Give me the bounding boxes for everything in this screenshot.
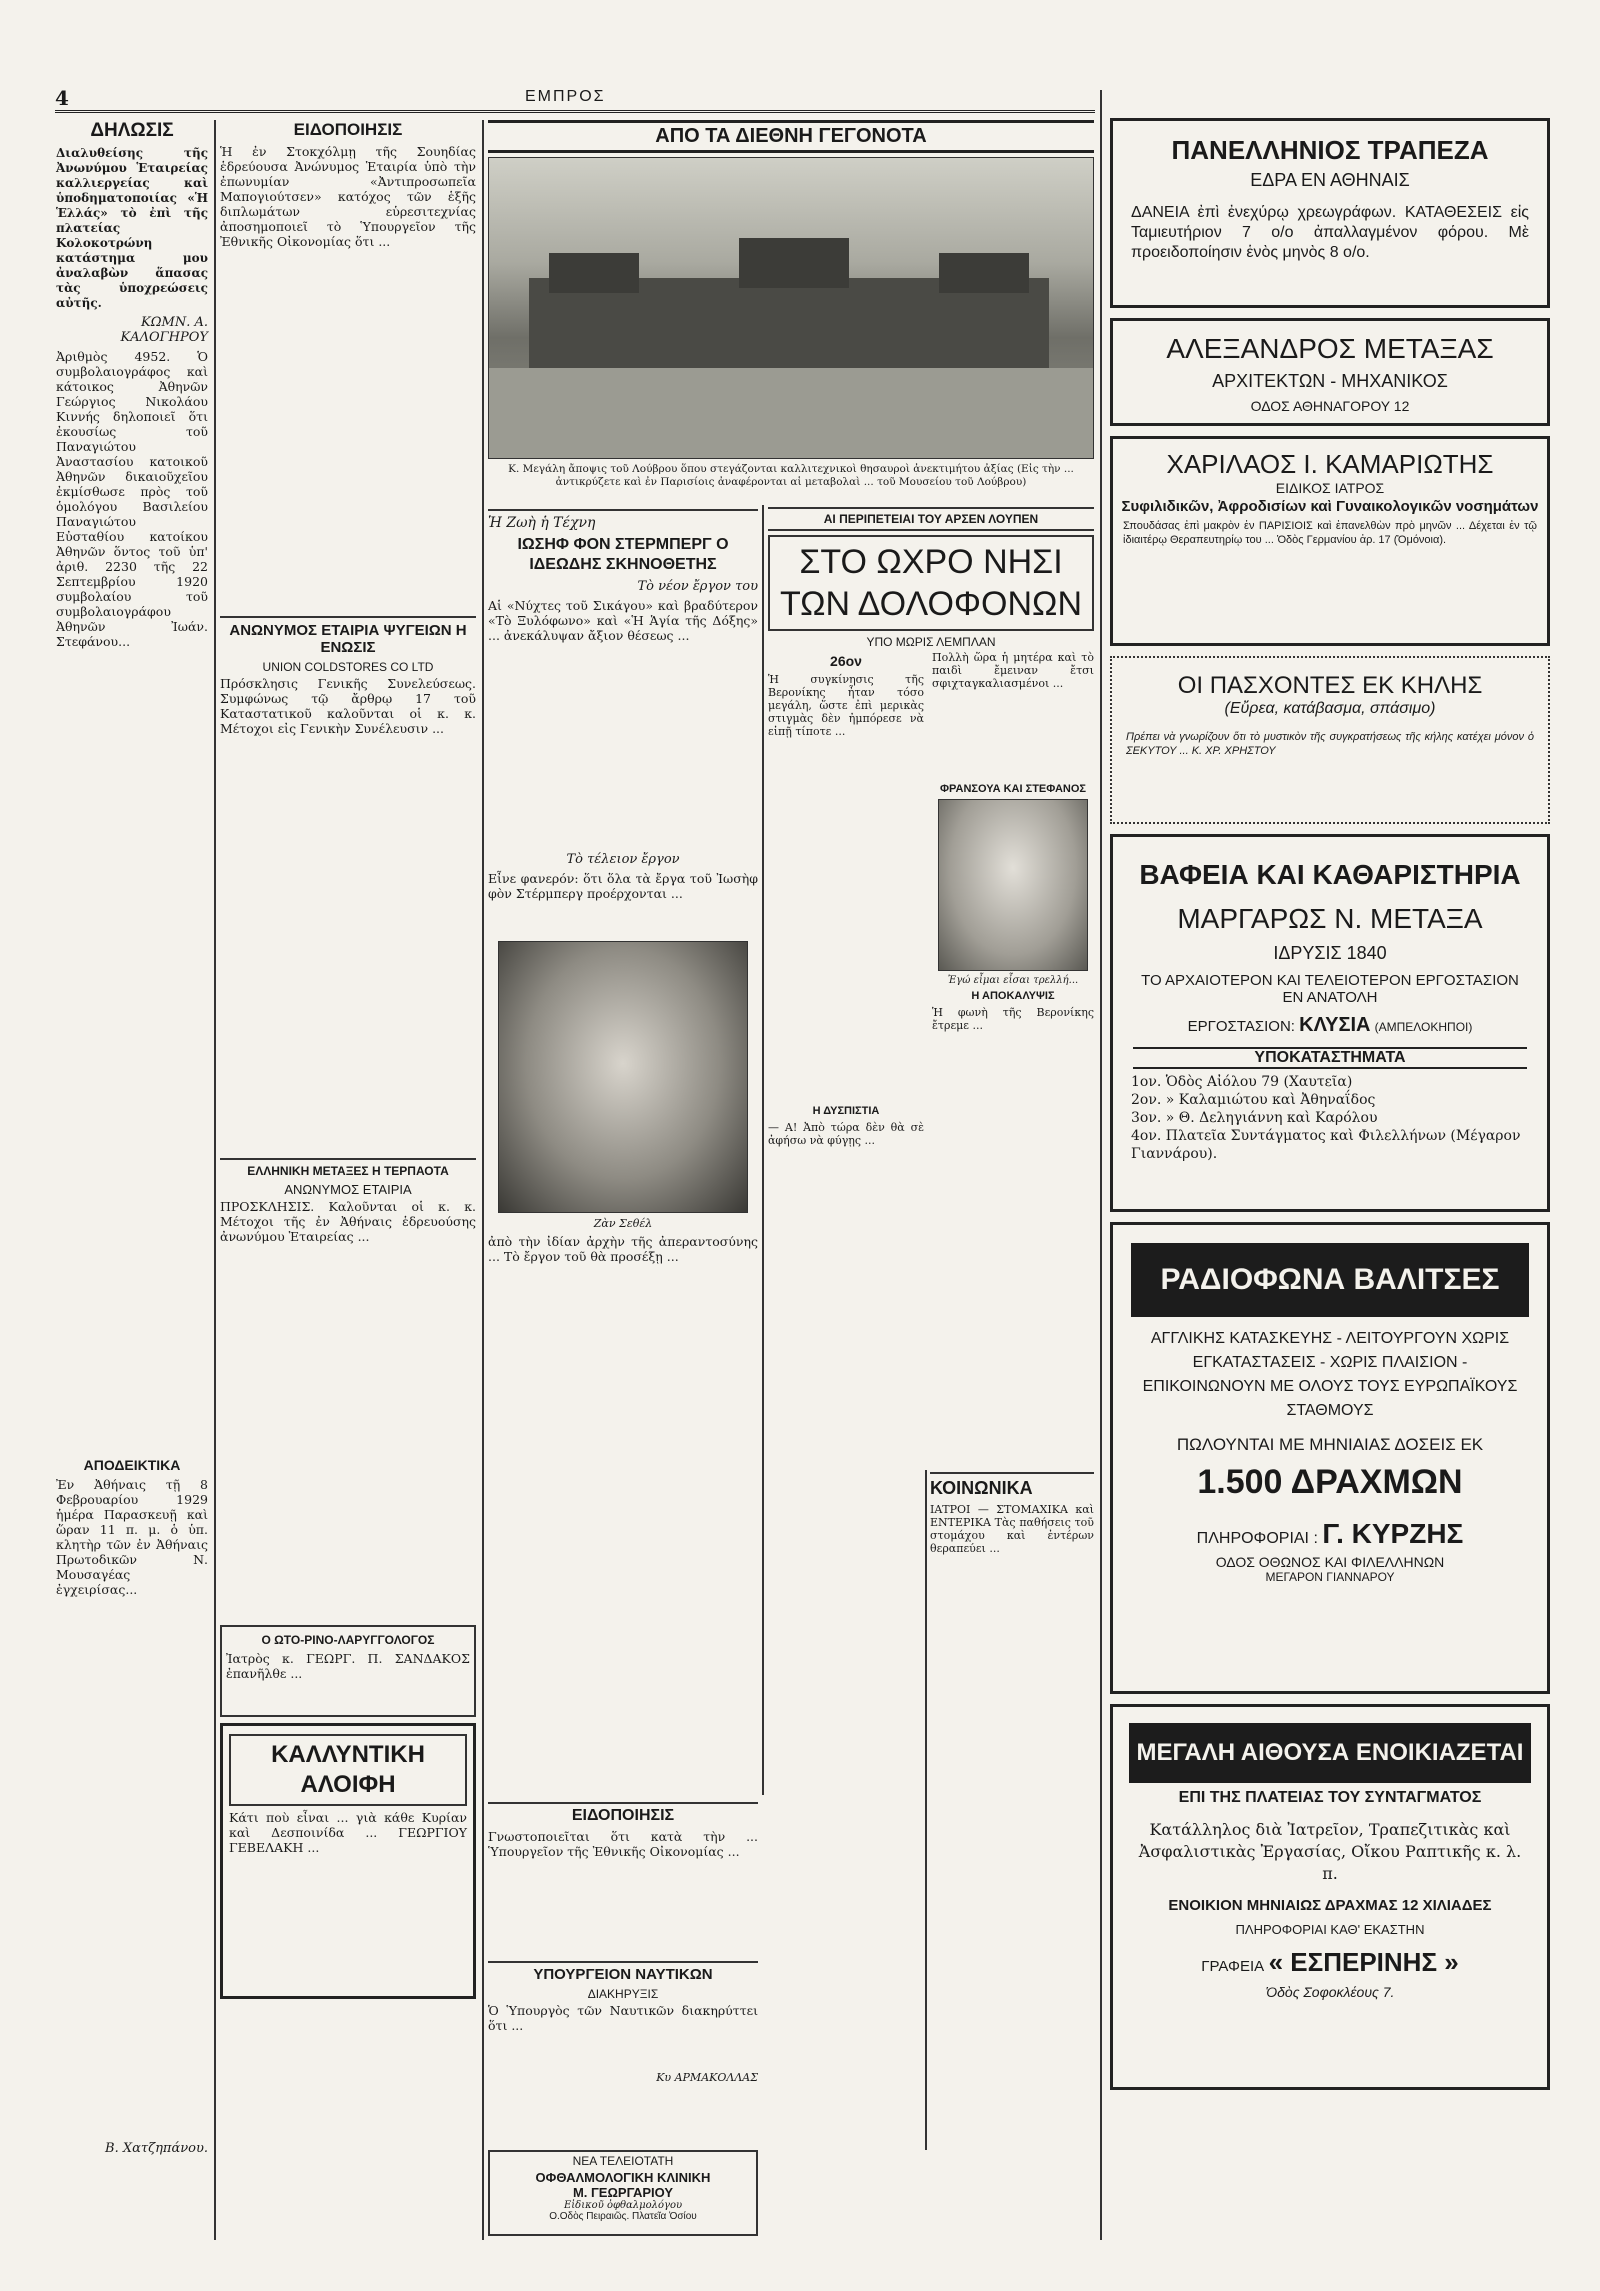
louvre-illustration: [489, 158, 1093, 458]
louvre-photo: [488, 157, 1094, 459]
social-column: [930, 1470, 1098, 2150]
serial-author: ΥΠΟ ΜΩΡΙΣ ΛΕΜΠΛΑΝ: [866, 635, 996, 649]
hall-subtitle: ΕΠΙ ΤΗΣ ΠΛΑΤΕΙΑΣ ΤΟΥ ΣΥΝΤΑΓΜΑΤΟΣ: [1178, 1789, 1482, 1806]
doctor-body: Σπουδάσας ἐπὶ μακρὸν ἐν ΠΑΡΙΣΙΟΙΣ καὶ ἐπανελθὼν πρὸ μηνῶν ... Δέχεται ἐν τῷ ἰδιαιτέρῳ Θεραπευτηρίῳ του ... Ὁδὸς Γερμανίου ἀρ. 17 (Ὁμόνοια).: [1123, 520, 1541, 546]
dye-works-founded: ΙΔΡΥΣΙΣ 1840: [1273, 943, 1387, 963]
receipts-body: Ἐν Ἀθήναις τῇ 8 Φεβρουαρίου 1929 ἡμέρα Παρασκευῇ καὶ ὥραν 11 π. μ. ὁ ὑπ. κλητὴρ τῶν ἐν Ἀθήναις Πρωτοδικῶν Ν. Μουσαγέας ἐγχειρίσας...: [56, 1477, 212, 1597]
hall-office-name: « ΕΣΠΕΡΙΝΗΣ »: [1268, 1947, 1459, 1977]
ice-company-title: ΑΝΩΝΥΜΟΣ ΕΤΑΙΡΙΑ ΨΥΓΕΙΩΝ Η ΕΝΩΣΙΣ: [220, 616, 476, 656]
serial-story: [768, 505, 1098, 1465]
cinema-tagline: Τὸ νέον ἔργον του: [637, 579, 758, 594]
dye-works-name: ΜΑΡΓΑΡΩΣ Ν. ΜΕΤΑΞΑ: [1177, 903, 1483, 934]
eye-clinic-name: Μ. ΓΕΩΡΓΑΡΙΟΥ: [572, 2185, 674, 2200]
branch-item: 4ον. Πλατεῖα Συντάγματος καὶ Φιλελλήνων (Μέγαρον Γιαννάρου).: [1131, 1128, 1521, 1162]
radio-price: 1.500 ΔΡΑΧΜΩΝ: [1197, 1463, 1463, 1501]
world-news-banner: ΑΠΟ ΤΑ ΔΙΕΘΝΗ ΓΕΓΟΝΟΤΑ: [488, 120, 1094, 153]
doctor-specialty: Συφιλιδικῶν, Ἀφροδισίων καὶ Γυναικολογικῶν νοσημάτων: [1121, 498, 1539, 515]
hernia-subtitle: (Εὔρεα, κατάβασμα, σπάσιμο): [1224, 700, 1436, 717]
ent-doctor-title: Ο ΩΤΟ-ΡΙΝΟ-ΛΑΡΥΓΓΟΛΟΓΟΣ: [261, 1633, 435, 1647]
column-rule: [1100, 90, 1102, 2240]
column-rule: [482, 120, 484, 2240]
serial-left-column: [768, 651, 928, 1421]
branches-title: ΥΠΟΚΑΤΑΣΤΗΜΑΤΑ: [1133, 1047, 1527, 1069]
masthead: ΕΜΠΡΟΣ: [525, 88, 606, 105]
bank-title: ΠΑΝΕΛΛΗΝΙΟΣ ΤΡΑΠΕΖΑ: [1171, 135, 1489, 165]
receipts-footer: Β. Χατζηπάνου.: [105, 2141, 208, 2156]
radio-address-1: ΟΔΟΣ ΟΘΩΝΟΣ ΚΑΙ ΦΙΛΕΛΛΗΝΩΝ: [1215, 1554, 1445, 1570]
serial-subhead-francois: ΦΡΑΝΣΟΥΑ ΚΑΙ ΣΤΕΦΑΝΟΣ: [939, 783, 1087, 795]
lower-notice-body: Γνωστοποιεῖται ὅτι κατὰ τὴν ... Ὑπουργεῖον τῆς Ἐθνικῆς Οἰκονομίας ...: [488, 1829, 762, 1859]
ointment-title: ΚΑΛΛΥΝΤΙΚΗ ΑΛΟΙΦΗ: [229, 1734, 467, 1806]
hall-body: Κατάλληλος διὰ Ἰατρεῖον, Τραπεζιτικὰς καὶ Ἀσφαλιστικὰς Ἐργασίας, Οἴκου Ραπτικῆς κ. λ. π.: [1138, 1820, 1522, 1883]
notice-body: Ἀριθμὸς 4952. Ὁ συμβολαιογράφος καὶ κάτοικος Ἀθηνῶν Γεώργιος Νικολάου Κιννής δηλοποιεῖ ὅτι ἐκουσίως τοῦ Παναγιώτου Ἀναστασίου κατοικοῦ Ἀθηνῶν δικαιοῦχεῖου ἐκμίσθωσε πρὸς τοῦ ὁμολόγου Βασιλείου Παναγιώτου Εὐσταθίου κατοίκου Ἀθηνῶν ὅντος τοῦ ὑπ' ἀριθ. 2230 τῆς 22 Σεπτεμβρίου 1920 συμβολαίου τοῦ συμβολαιογράφου Ἀθηνῶν Ἰωάν. Στεφάνου...: [56, 349, 212, 649]
announcement-body: Ἡ ἐν Στοκχόλμῃ τῆς Σουηδίας ἑδρεύουσα Ἀνώνυμος Ἑταιρία ὑπὸ τὴν ἐπωνυμίαν «Ἀντιπροσωπεῖα Μαπογιούτσεν» κατόχος τῶν ἑξῆς διπλωμάτων εὑρεσιτεχνίας ἀποσημοποιεῖ τὸ Ὑπουργεῖον τῆς Ἐθνικῆς Οἰκονομίας ὅτι ...: [220, 144, 480, 249]
serial-body-2a: Πολλὴ ὥρα ἡ μητέρα καὶ τὸ παιδὶ ἔμειναν ἔτσι σφιχταγκαλιασμένοι ...: [932, 651, 1098, 690]
silk-company-title: ΕΛΛΗΝΙΚΗ ΜΕΤΑΞΕΣ Η ΤΕΡΠΑΟΤΑ: [220, 1158, 476, 1178]
architect-address: ΟΔΟΣ ΑΘΗΝΑΓΟΡΟΥ 12: [1250, 398, 1410, 414]
bank-body: ΔΑΝΕΙΑ ἐπὶ ἐνεχύρῳ χρεωγράφων. ΚΑΤΑΘΕΣΕΙΣ εἰς Ταμιευτήριον 7 ο/ο ἀπαλλαγμένον φόρου. Μὲ προειδοποίησιν ἑνὸς μηνὸς 8 ο/ο.: [1131, 204, 1534, 261]
serial-body-4: Ἡ φωνὴ τῆς Βερονίκης ἔτρεμε ...: [932, 1006, 1098, 1032]
ice-company-body: Πρόσκλησις Γενικῆς Συνελεύσεως. Συμφώνως τῷ ἄρθρῳ 17 τοῦ Καταστατικοῦ καλοῦνται οἱ κ. κ. Μέτοχοι εἰς Γενικὴν Συνέλευσιν ...: [220, 676, 480, 736]
eye-clinic-sub: Εἰδικοῦ ὀφθαλμολόγου: [563, 2200, 683, 2211]
boy-photo-caption: Ἐγώ εἶμαι εἶσαι τρελλή...: [947, 975, 1079, 986]
page-number: 4: [55, 86, 69, 110]
radio-info: [1113, 1518, 1547, 1550]
social-body: ΙΑΤΡΟΙ — ΣΤΟΜΑΧΙΚΑ καὶ ΕΝΤΕΡΙΚΑ Τὰς παθήσεις τοῦ στομάχου καὶ ἐντέρων θεραπεύει ...: [930, 1503, 1098, 1555]
radio-ad: [1110, 1222, 1550, 1694]
hall-office-label: ΓΡΑΦΕΙΑ: [1201, 1958, 1265, 1975]
radio-address-2: ΜΕΓΑΡΟΝ ΓΙΑΝΝΑΡΟΥ: [1265, 1570, 1395, 1584]
serial-body-3: — Α! Ἀπὸ τώρα δὲν θὰ σὲ ἀφήσω νὰ φύγῃς ...: [768, 1121, 928, 1147]
branch-item: 2ον. » Καλαμιώτου καὶ Ἀθηναΐδος: [1131, 1092, 1376, 1108]
metaxas-architect-ad: [1110, 318, 1550, 426]
bank-ad: [1110, 118, 1550, 308]
ent-doctor-body: Ἰατρὸς κ. ΓΕΩΡΓ. Π. ΣΑΝΔΑΚΟΣ ἐπανῆλθε ...: [226, 1651, 474, 1681]
radio-title: ΡΑΔΙΟΦΩΝΑ ΒΑΛΙΤΣΕΣ: [1131, 1243, 1529, 1317]
column-rule: [925, 1470, 927, 2150]
ent-doctor-ad: [220, 1625, 476, 1717]
ministry-body: Ὁ Ὑπουργὸς τῶν Ναυτικῶν διακηρύττει ὅτι ...: [488, 2003, 762, 2033]
louvre-caption: Κ. Μεγάλη ἄποψις τοῦ Λούβρου ὅπου στεγάζονται καλλιτεχνικοὶ θησαυροὶ ἀνεκτιμήτου ἀξίας (Εἰς τὴν ... ἀντικρύζετε καὶ ἐν Παρισίοις ἀναφέρονται αἱ μεταβολαὶ ... τοῦ Μουσείου τοῦ Λούβρου): [508, 463, 1078, 488]
page-header: [55, 86, 1095, 113]
eye-clinic-ad: [488, 2150, 758, 2236]
factory-note: (ΑΜΠΕΛΟΚΗΠΟΙ): [1374, 1020, 1473, 1034]
doctor-name: ΧΑΡΙΛΑΟΣ Ι. ΚΑΜΑΡΙΩΤΗΣ: [1166, 449, 1494, 479]
serial-columns: [768, 651, 1098, 1421]
notice-signature: ΚΩΜΝ. Α. ΚΑΛΟΓΗΡΟΥ: [120, 315, 208, 345]
factory-label: ΕΡΓΟΣΤΑΣΙΟΝ:: [1187, 1018, 1295, 1035]
dye-works-description: ΤΟ ΑΡΧΑΙΟΤΕΡΟΝ ΚΑΙ ΤΕΛΕΙΟΤΕΡΟΝ ΕΡΓΟΣΤΑΣΙΟΝ ΕΝ ΑΝΑΤΟΛΗ: [1141, 972, 1519, 1006]
column-legal-notices: [56, 118, 213, 2233]
radio-body: ΑΓΓΛΙΚΗΣ ΚΑΤΑΣΚΕΥΗΣ - ΛΕΙΤΟΥΡΓΟΥΝ ΧΩΡΙΣ ΕΓΚΑΤΑΣΤΑΣΕΙΣ - ΧΩΡΙΣ ΠΛΑΙΣΙΟΝ - ΕΠΙΚΟΙΝΩΝΟΥΝ ΜΕ ΟΛΟΥΣ ΤΟΥΣ ΕΥΡΩΠΑΪΚΟΥΣ ΣΤΑΘΜΟΥΣ: [1142, 1330, 1518, 1419]
branch-item: 1ον. Ὁδὸς Αἰόλου 79 (Χαυτεῖα): [1131, 1074, 1353, 1090]
notice-text: Διαλυθείσης τῆς Ἀνωνύμου Ἑταιρείας καλλιεργείας καὶ ὑποδηματοποιίας «Ἡ Ἑλλάς» τὸ ἐπὶ τῆς πλατείας Κολοκοτρώνη κατάστημα μου ἀναλαβὼν ἅπασας τὰς ὑποχρεώσεις αὐτῆς.: [56, 146, 213, 310]
eye-clinic-address: Ο.Οδὸς Πειραιῶς. Πλατεῖα Ὁσίου: [549, 2211, 697, 2222]
hall-title: ΜΕΓΑΛΗ ΑΙΘΟΥΣΑ ΕΝΟΙΚΙΑΖΕΤΑΙ: [1129, 1723, 1531, 1783]
dye-works-title: ΒΑΦΕΙΑ ΚΑΙ ΚΑΘΑΡΙΣΤΗΡΙΑ: [1139, 859, 1521, 890]
radio-sale: ΠΩΛΟΥΝΤΑΙ ΜΕ ΜΗΝΙΑΙΑΣ ΔΟΣΕΙΣ ΕΚ: [1176, 1435, 1484, 1454]
cinema-article: [488, 505, 762, 1795]
cinema-body: Αἱ «Νύχτες τοῦ Σικάγου» καὶ βραδύτερον «Τὸ Ξυλόφωνο» καὶ «Ἡ Ἁγία τῆς Δόξης» ... ἀνεκάλυψαν ἄξιον θέσεως ...: [488, 598, 762, 643]
social-title: ΚΟΙΝΩΝΙΚΑ: [930, 1472, 1094, 1499]
doctor-kamariotis-ad: [1110, 436, 1550, 646]
dye-works-ad: [1110, 834, 1550, 1212]
hernia-body: Πρέπει νὰ γνωρίζουν ὅτι τὸ μυστικὸν τῆς συγκρατήσεως τῆς κήλης κατέχει μόνον ὁ ΣΕΚΥΤΟΥ ... Κ. ΧΡ. ΧΡΗΣΤΟΥ: [1126, 731, 1538, 757]
column-rule: [762, 505, 764, 1795]
silk-company-body: ΠΡΟΣΚΛΗΣΙΣ. Καλοῦνται οἱ κ. κ. Μέτοχοι τῆς ἐν Ἀθήναις ἑδρευούσης ἀνωνύμου Ἑταιρείας ...: [220, 1199, 480, 1244]
lower-notices: [488, 1800, 762, 2150]
serial-chapter: 26ον: [830, 653, 862, 669]
announcement-title: ΕΙΔΟΠΟΙΗΣΙΣ: [293, 120, 403, 139]
serial-header: ΑΙ ΠΕΡΙΠΕΤΕΙΑΙ ΤΟΥ ΑΡΣΕΝ ΛΟΥΠΕΝ: [768, 507, 1094, 531]
ministry-title: ΥΠΟΥΡΓΕΙΟΝ ΝΑΥΤΙΚΩΝ: [488, 1961, 758, 1983]
hall-rent: ΕΝΟΙΚΙΟΝ ΜΗΝΙΑΙΩΣ ΔΡΑΧΜΑΣ 12 ΧΙΛΙΑΔΕΣ: [1168, 1897, 1492, 1914]
boy-photo: [938, 799, 1088, 971]
branch-item: 3ον. » Θ. Δεληγιάννη καὶ Καρόλου: [1131, 1110, 1378, 1126]
cinema-body-3: ἀπὸ τὴν ἰδίαν ἀρχὴν τῆς ἀπεραντοσύνης ... Τὸ ἔργον τοῦ θὰ προσέξῃ ...: [488, 1234, 762, 1264]
architect-name: ΑΛΕΞΑΝΔΡΟΣ ΜΕΤΑΞΑΣ: [1166, 333, 1494, 364]
hall-office: [1113, 1947, 1547, 1978]
cinema-body-2: Εἶνε φανερόν: ὅτι ὅλα τὰ ἔργα τοῦ Ἰωσὴφ φὸν Στέρμπεργ προέρχονται ...: [488, 871, 762, 901]
factory-name: ΚΛΥΣΙΑ: [1299, 1014, 1371, 1036]
serial-subhead-dyspistia: Η ΔΥΣΠΙΣΤΙΑ: [812, 1105, 880, 1117]
ministry-subtitle: ΔΙΑΚΗΡΥΞΙΣ: [587, 1987, 659, 2001]
dye-works-factory: [1113, 1014, 1547, 1037]
cinema-section: Ἡ Ζωὴ ἡ Τέχνη: [488, 509, 758, 531]
silk-company-subtitle: ΑΝΩΝΥΜΟΣ ΕΤΑΙΡΙΑ: [284, 1182, 412, 1197]
actress-photo: [498, 941, 748, 1213]
actress-caption: Ζὰν Σεθέλ: [593, 1217, 653, 1230]
bank-subtitle: ΕΔΡΑ ΕΝ ΑΘΗΝΑΙΣ: [1250, 170, 1410, 190]
hernia-title: ΟΙ ΠΑΣΧΟΝΤΕΣ ΕΚ ΚΗΛΗΣ: [1177, 672, 1483, 699]
ice-company-subtitle: UNION COLDSTORES CO LTD: [262, 660, 434, 674]
hall-address: Ὁδὸς Σοφοκλέους 7.: [1265, 1984, 1395, 2000]
ministry-signature: Κυ ΑΡΜΑΚΟΛΛΑΣ: [656, 2071, 758, 2084]
cinema-subhead: Τὸ τέλειον ἔργον: [566, 852, 680, 867]
world-news-section: [488, 118, 1094, 498]
eye-clinic-line1: ΝΕΑ ΤΕΛΕΙΟΤΑΤΗ: [572, 2154, 674, 2168]
cinema-headline: ΙΩΣΗΦ ΦΟΝ ΣΤΕΡΜΠΕΡΓ Ο ΙΔΕΩΔΗΣ ΣΚΗΝΟΘΕΤΗΣ: [517, 536, 729, 573]
radio-info-name: Γ. ΚΥΡΖΗΣ: [1322, 1518, 1464, 1549]
serial-body-1: Ἡ συγκίνησις τῆς Βερονίκης ἦταν τόσο μεγάλη, ὥστε ἐπὶ μερικὰς στιγμὰς δὲν ἠμπόρεσε νὰ εἰπῇ τίποτε ...: [768, 673, 928, 738]
doctor-title: ΕΙΔΙΚΟΣ ΙΑΤΡΟΣ: [1275, 480, 1385, 496]
ointment-ad: [220, 1723, 476, 1999]
hall-hours: ΠΛΗΡΟΦΟΡΙΑΙ ΚΑΘ' ΕΚΑΣΤΗΝ: [1235, 1922, 1425, 1937]
branches-list: [1131, 1073, 1529, 1163]
lower-notice-title: ΕΙΔΟΠΟΙΗΣΙΣ: [488, 1802, 758, 1825]
radio-info-label: ΠΛΗΡΟΦΟΡΙΑΙ :: [1196, 1530, 1318, 1547]
column-announcements: [220, 118, 480, 2236]
notice-title: ΔΗΛΩΣΙΣ: [90, 120, 174, 141]
architect-title: ΑΡΧΙΤΕΚΤΩΝ - ΜΗΧΑΝΙΚΟΣ: [1212, 371, 1448, 391]
ointment-body: Κάτι ποὺ εἶναι ... γιὰ κάθε Κυρίαν καὶ Δεσποινίδα ... ΓΕΩΡΓΙΟΥ ΓΕΒΕΛΑΚΗ ...: [229, 1810, 471, 1855]
serial-title: ΣΤΟ ΩΧΡΟ ΝΗΣΙ ΤΩΝ ΔΟΛΟΦΟΝΩΝ: [768, 535, 1094, 631]
receipts-title: ΑΠΟΔΕΙΚΤΙΚΑ: [83, 1457, 181, 1473]
serial-subhead-apokalypsis: Η ΑΠΟΚΑΛΥΨΙΣ: [971, 990, 1055, 1002]
column-rule: [214, 120, 216, 2240]
hernia-ad: [1110, 656, 1550, 824]
spacer: [768, 1800, 920, 1820]
serial-right-column: [932, 651, 1098, 1421]
eye-clinic-line2: ΟΦΘΑΛΜΟΛΟΓΙΚΗ ΚΛΙΝΙΚΗ: [535, 2170, 711, 2185]
hall-rent-ad: [1110, 1704, 1550, 2090]
